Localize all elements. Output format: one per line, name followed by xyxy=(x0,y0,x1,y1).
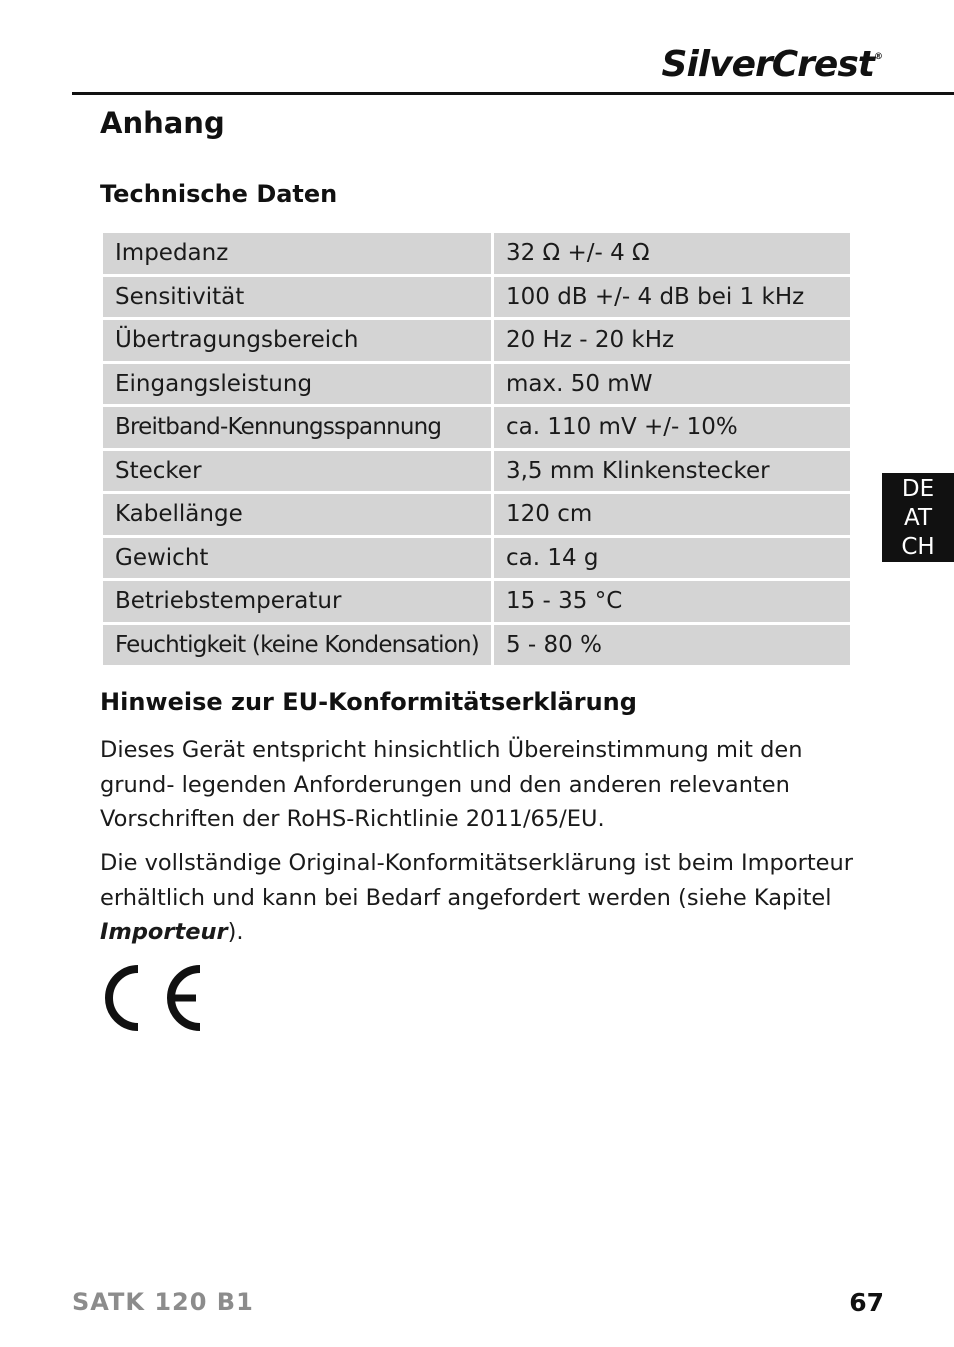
spec-label: Gewicht xyxy=(103,538,491,579)
specs-table xyxy=(100,230,853,668)
footer-model-number: SATK 120 B1 xyxy=(72,1288,254,1316)
header-divider xyxy=(72,92,954,95)
spec-label: Impedanz xyxy=(103,233,491,274)
importeur-reference: Importeur xyxy=(100,919,228,945)
table-row xyxy=(103,581,850,622)
spec-value: 3,5 mm Klinkenstecker xyxy=(494,451,850,492)
language-tab xyxy=(882,473,954,562)
section-heading-eu-conformity: Hinweise zur EU-Konformitätserklärung xyxy=(100,688,637,716)
brand-name: SilverCrest xyxy=(661,44,874,85)
registered-mark: ® xyxy=(874,52,882,62)
spec-value: 20 Hz - 20 kHz xyxy=(494,320,850,361)
language-code: DE xyxy=(901,476,935,502)
declaration-paragraph xyxy=(100,846,860,950)
table-row xyxy=(103,407,850,448)
table-row xyxy=(103,277,850,318)
spec-label: Betriebstemperatur xyxy=(103,581,491,622)
declaration-text: Die vollständige Original-Konformitätserklärung ist beim Importeur erhältlich und kann bei Bedarf angefordert werden (siehe Kapitel xyxy=(100,850,854,911)
spec-label: Sensitivität xyxy=(103,277,491,318)
table-row xyxy=(103,364,850,405)
table-row xyxy=(103,320,850,361)
page-title: Anhang xyxy=(100,106,225,140)
section-heading-specs: Technische Daten xyxy=(100,180,338,208)
spec-label: Stecker xyxy=(103,451,491,492)
spec-value: 100 dB +/- 4 dB bei 1 kHz xyxy=(494,277,850,318)
table-row xyxy=(103,494,850,535)
spec-label: Kabellänge xyxy=(103,494,491,535)
page-number: 67 xyxy=(849,1288,884,1317)
declaration-text-end: ). xyxy=(227,919,244,945)
spec-label: Breitband-Kennungsspannung xyxy=(103,407,491,448)
spec-value: 120 cm xyxy=(494,494,850,535)
language-code: CH xyxy=(901,534,935,560)
spec-value: 5 - 80 % xyxy=(494,625,850,666)
spec-value: 15 - 35 °C xyxy=(494,581,850,622)
spec-label: Feuchtigkeit (keine Kondensation) xyxy=(103,625,491,666)
ce-mark-icon xyxy=(98,962,204,1034)
spec-value: max. 50 mW xyxy=(494,364,850,405)
spec-value: ca. 110 mV +/- 10% xyxy=(494,407,850,448)
spec-value: 32 Ω +/- 4 Ω xyxy=(494,233,850,274)
spec-value: ca. 14 g xyxy=(494,538,850,579)
table-row xyxy=(103,625,850,666)
table-row xyxy=(103,233,850,274)
table-row xyxy=(103,451,850,492)
eu-conformity-paragraph: Dieses Gerät entspricht hinsichtlich Übereinstimmung mit den grund- legenden Anforderungen und den anderen relevanten Vorschriften der RoHS-Richtlinie 2011/65/EU. xyxy=(100,737,803,832)
spec-label: Eingangsleistung xyxy=(103,364,491,405)
table-row xyxy=(103,538,850,579)
brand-logo xyxy=(662,44,882,85)
language-code: AT xyxy=(904,505,932,531)
spec-label: Übertragungsbereich xyxy=(103,320,491,361)
